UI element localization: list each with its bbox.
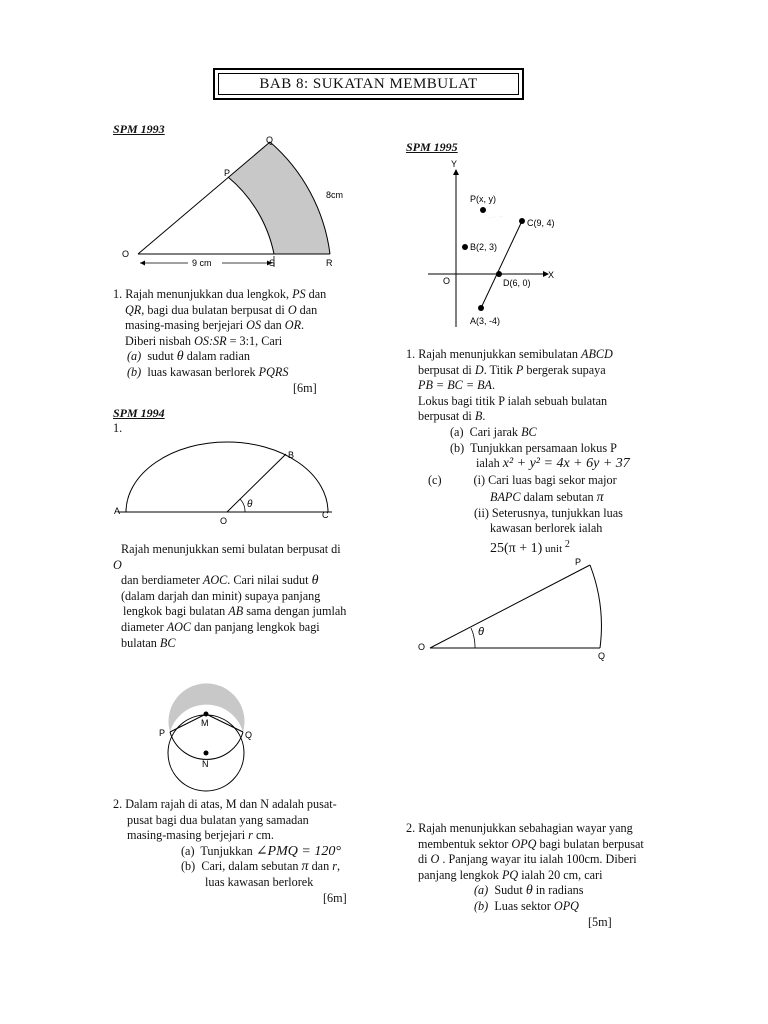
label-p: P (224, 168, 231, 178)
label-a: A (114, 506, 121, 516)
label-b: B (288, 450, 295, 460)
label-s: S (269, 258, 276, 268)
spm1995-q2: 2. Rajah menunjukkan sebahagian wayar yang membentuk sektor OPQ bagi bulatan berpusat di O . Panjang wayar itu ialah 100cm. Diberi panjang lengkok PQ ialah 20 cm, cari (a) Sudut θ in radians (b) Luas sektor OPQ [5m] (406, 821, 644, 929)
heading-spm-1995: SPM 1995 (406, 140, 458, 154)
marks-6m-1994: [6m] (323, 890, 347, 905)
label-o: O (220, 516, 228, 526)
label-o: O (122, 249, 130, 259)
page-title: BAB 8: SUKATAN MEMBULAT (218, 73, 519, 95)
label-r: R (326, 258, 333, 268)
label-theta: θ (478, 626, 484, 638)
diagram-coordinate-circle (418, 157, 568, 332)
spm1994-q2: 2. Dalam rajah di atas, M dan N adalah pusat- pusat bagi dua bulatan yang samadan masing-masing berjejari r cm. (a) Tunjukkan ∠PMQ = 120° (b) Cari, dalam sebutan π dan r, luas kawasan berlorek [6m] (113, 797, 347, 905)
label-o: O (443, 276, 451, 286)
label-9cm: 9 cm (192, 258, 212, 268)
diagram-two-circles (155, 672, 265, 792)
label-y: Y (451, 159, 458, 169)
label-q: Q (266, 135, 274, 145)
label-b: B(2, 3) (470, 242, 498, 252)
label-c: C (322, 510, 329, 520)
spm1995-q1: 1. Rajah menunjukkan semibulatan ABCD berpusat di D. Titik P bergerak supaya PB = BC = BA. Lokus bagi titik P ialah sebuah bulatan berpusat di B. (a) Cari jarak BC (b) Tunjukkan persamaan lokus P ialah x² + y² = 4x + 6y + 37 (c) (i) Cari luas bagi sekor major BAPC dalam sebutan π (ii) Seterusnya, tunjukkan luas kawasan berlorek ialah 25(π + 1) unit $^2$ (406, 347, 630, 556)
label-m: M (201, 718, 209, 728)
spm1993-question: 1. Rajah menunjukkan dua lengkok, PS dan QR, bagi dua bulatan berpusat di O dan masing-masing berjejari OS dan OR. Diberi nisbah OS:SR = 3:1, Cari (a) sudut θ dalam radian (b) luas kawasan berlorek PQRS [6m] (113, 287, 327, 395)
diagram-sector-pqrs (108, 130, 358, 280)
marks-6m-1993: [6m] (293, 380, 317, 395)
label-n: N (202, 759, 209, 769)
arc-pq (590, 565, 601, 648)
shaded-region-pqrs (228, 142, 330, 254)
label-d: D(6, 0) (503, 278, 531, 288)
label-theta: θ (247, 499, 253, 510)
label-p: P (575, 557, 582, 567)
spm1994-q1: Rajah menunjukkan semi bulatan berpusat di O dan berdiameter AOC. Cari nilai sudut θ (dalam darjah dan minit) supaya panjang lengkok bagi bulatan AB sama dengan jumlah diameter AOC dan panjang lengkok bagi bulatan BC (113, 542, 347, 650)
radius-ob (227, 454, 286, 512)
label-q: Q (245, 730, 253, 740)
label-p: P(x, y) (470, 194, 496, 204)
heading-spm-1994: SPM 1994 (113, 406, 165, 420)
label-c: C(9, 4) (527, 218, 555, 228)
label-o: O (418, 642, 426, 652)
label-p: P (159, 728, 166, 738)
diagram-sector-opq (410, 553, 610, 661)
line-ac (481, 221, 522, 308)
marks-5m-1995: [5m] (588, 914, 612, 929)
radius-op (430, 565, 590, 648)
diagram-semicircle (108, 432, 338, 527)
title-box (213, 68, 524, 100)
label-x: X (548, 270, 555, 280)
label-a: A(3, -4) (470, 316, 501, 326)
label-8cm: 8cm (326, 190, 344, 200)
heading-spm-1993: SPM 1993 (113, 122, 165, 136)
spm1994-num: 1. (113, 421, 123, 435)
semicircle-arc (126, 442, 328, 512)
label-q: Q (598, 651, 606, 661)
